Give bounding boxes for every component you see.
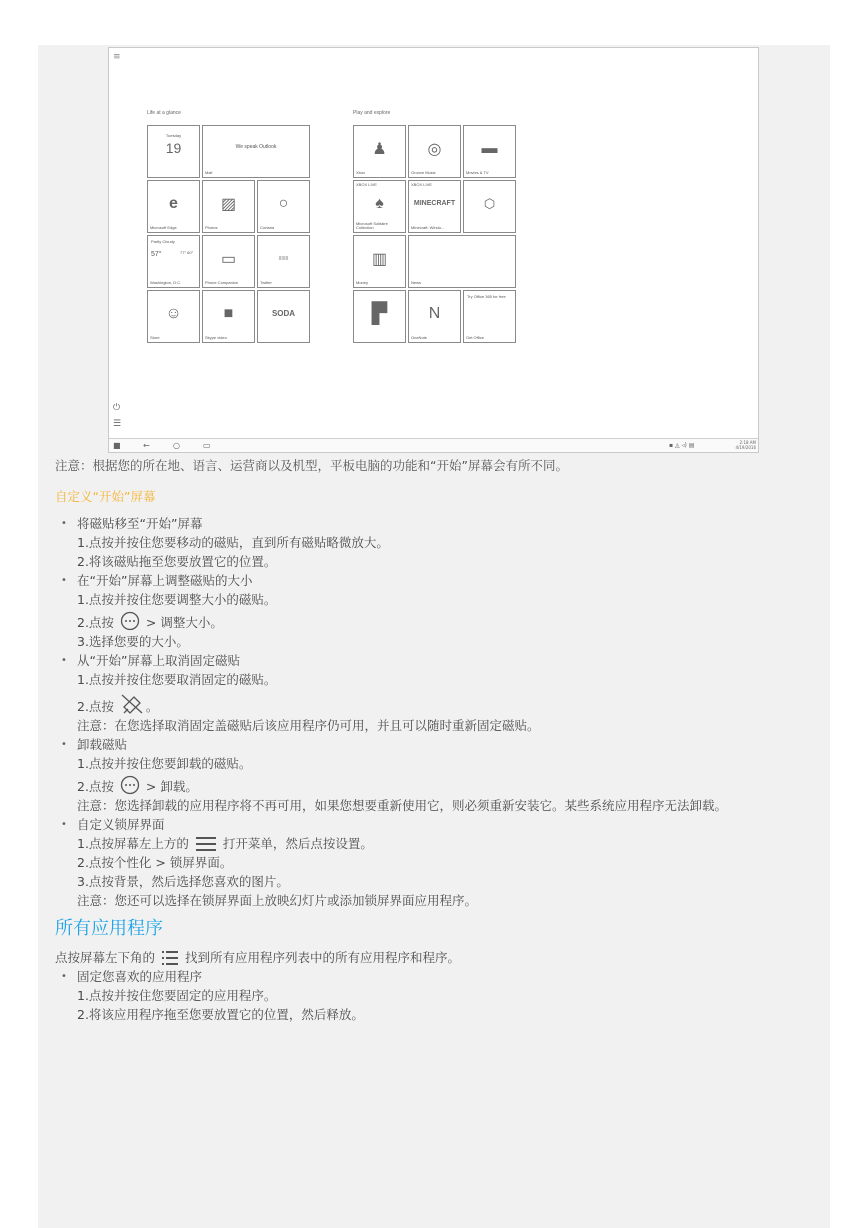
onenote-label: OneNote [411, 335, 428, 340]
onenote-tile [408, 290, 461, 343]
minecraft-label: Minecraft: Windo... [411, 225, 445, 230]
step-with-icon [55, 611, 815, 632]
mail-headline: We speak Outlook [235, 144, 277, 150]
step-with-icon [55, 693, 815, 716]
store-artwork-icon: ☺ [165, 304, 182, 322]
photos-icon: ▨ [220, 195, 237, 213]
instruction-list [55, 815, 815, 834]
bullet-text: 卸载磁贴 [77, 737, 128, 752]
phone-companion-icon: ▭ [220, 250, 237, 268]
get-office-tile [463, 290, 516, 343]
xbox-live-badge: XBOX LIVE [411, 182, 432, 187]
instruction-list [55, 514, 815, 533]
money-label: Money [356, 280, 369, 285]
xbox-label: Xbox [356, 170, 366, 175]
step: 1.点按并按住您要调整大小的磁贴。 [77, 592, 277, 607]
bullet-lock-screen [55, 815, 815, 834]
instruction-list [55, 571, 815, 590]
more-options-icon [120, 611, 140, 631]
weather-condition: Partly Cloudy [151, 239, 175, 244]
edge-icon: e [169, 194, 178, 212]
cortana-icon: ○ [278, 194, 289, 212]
windows-icon: ■ [113, 441, 121, 450]
photoshop-tile [463, 180, 516, 233]
bullet-unpin-tile [55, 651, 815, 670]
step-prefix: 2.点按 [77, 779, 114, 794]
edge-tile [147, 180, 200, 233]
document-body [55, 456, 815, 1024]
section-title-customize: 自定义“开始”屏幕 [55, 489, 156, 504]
onenote-icon: N [428, 304, 441, 322]
calendar-tile [147, 125, 200, 178]
step: 3.点按背景，然后选择您喜欢的图片。 [77, 874, 289, 889]
clapboard-icon: ▬ [481, 139, 498, 157]
step-prefix: 2.点按 [77, 615, 114, 630]
step: 1.点按并按住您要卸载的磁贴。 [77, 756, 252, 771]
bullet-text: 固定您喜欢的应用程序 [77, 969, 203, 984]
note: 注意：在您选择取消固定盖磁贴后该应用程序仍可用，并且可以随时重新固定磁贴。 [77, 718, 540, 733]
bullet-move-tile [55, 514, 815, 533]
groove-tile [408, 125, 461, 178]
more-options-icon [120, 775, 140, 795]
movies-label: Movies & TV [466, 170, 489, 175]
step-prefix: 1.点按屏幕左上方的 [77, 836, 189, 851]
minecraft-tile [408, 180, 461, 233]
step: 2.将该应用程序拖至您要放置它的位置，然后释放。 [77, 1007, 364, 1022]
calendar-date: 19 [165, 140, 182, 156]
clock-time: 2:18 AM [739, 440, 756, 445]
calendar-day: Tuesday [165, 133, 182, 138]
photos-label: Photos [205, 225, 218, 230]
bullet-text: 自定义锁屏界面 [77, 817, 165, 832]
xbox-tile [353, 125, 406, 178]
skype-tile [202, 290, 255, 343]
video-camera-icon: ■ [223, 304, 234, 322]
instruction-list [55, 967, 815, 986]
group-title-play: Play and explore [353, 110, 391, 116]
task-view-icon: ▭ [203, 441, 211, 450]
news-tile [408, 235, 516, 288]
step-prefix: 2.点按 [77, 699, 114, 714]
paragraph-suffix: 找到所有应用程序列表中的所有应用程序和程序。 [184, 950, 460, 965]
solitaire-label: Microsoft Solitaire Collection [356, 221, 388, 230]
tweet-text-icon: ≣≣≣ [278, 255, 289, 261]
phone-companion-label: Phone Companion [205, 280, 239, 285]
step: 3.选择您要的大小。 [77, 634, 189, 649]
step: 2.将该磁贴拖至您要放置它的位置。 [77, 554, 277, 569]
mail-label: Mail [205, 170, 213, 175]
step: 1.点按并按住您要固定的应用程序。 [77, 988, 277, 1003]
step-suffix: > 卸载。 [145, 779, 198, 794]
solitaire-tile [353, 180, 406, 233]
weather-temp: 57° [151, 251, 162, 258]
step-with-icon [55, 775, 815, 796]
photoshop-icon: ⬡ [483, 195, 496, 211]
twitter-tile [257, 235, 310, 288]
skype-label: Skype video [205, 335, 227, 340]
note-top: 注意：根据您的所在地、语言、运营商以及机型，平板电脑的功能和“开始”屏幕会有所不同。 [55, 458, 568, 473]
twitter-label: Twitter [260, 280, 272, 285]
heading-all-apps: 所有应用程序 [55, 918, 163, 939]
groove-label: Groove Music [411, 170, 436, 175]
cortana-circle-icon: ○ [173, 441, 180, 450]
hamburger-menu-icon: ≡ [113, 52, 121, 62]
note: 注意：您选择卸载的应用程序将不再可用，如果您想要重新使用它，则必须重新安装它。某些系统应用程序无法卸载。 [77, 798, 728, 813]
cortana-tile [257, 180, 310, 233]
all-apps-paragraph [55, 948, 815, 967]
photos-tile [202, 180, 255, 233]
office-offer: Try Office 365 for free [467, 294, 506, 299]
cards-icon: ♠ [375, 194, 384, 212]
groove-icon: ◎ [427, 140, 442, 158]
step-suffix: > 调整大小。 [145, 615, 223, 630]
paragraph-prefix: 点按屏幕左下角的 [55, 950, 156, 965]
money-tile [353, 235, 406, 288]
instruction-list [55, 651, 815, 670]
flipboard-icon: ▛ [371, 303, 388, 325]
bullet-uninstall-tile [55, 735, 815, 754]
flipboard-tile [353, 290, 406, 343]
bullet-resize-tile [55, 571, 815, 590]
bullet-pin-app [55, 967, 815, 986]
news-label: News [411, 280, 422, 285]
step-with-icon [55, 834, 815, 853]
instruction-list [55, 735, 815, 754]
xbox-live-badge: XBOX LIVE [356, 182, 377, 187]
store-tile [147, 290, 200, 343]
back-icon: ← [143, 441, 150, 450]
chart-icon: ▥ [371, 250, 388, 268]
step: 2.点按个性化 > 锁屏界面。 [77, 855, 233, 870]
store-label: Store [150, 335, 160, 340]
all-apps-icon: ☰ [113, 419, 122, 429]
soda-tile [257, 290, 310, 343]
step-suffix: 。 [145, 699, 159, 714]
step: 1.点按并按住您要移动的磁贴，直到所有磁贴略微放大。 [77, 535, 389, 550]
bullet-text: 从“开始”屏幕上取消固定磁贴 [77, 653, 240, 668]
phone-companion-tile [202, 235, 255, 288]
xbox-artwork-icon: ♟ [372, 140, 387, 158]
all-apps-list-icon [161, 950, 179, 966]
step: 1.点按并按住您要取消固定的磁贴。 [77, 672, 277, 687]
tray-icons: ▪ ◬ ◃) ▤ [669, 442, 695, 449]
unpin-icon [120, 693, 144, 715]
power-icon: ⏻ [113, 403, 121, 413]
get-office-label: Get Office [466, 335, 484, 340]
hamburger-icon [195, 836, 217, 852]
mail-tile [202, 125, 310, 178]
clock-date: 4/19/2016 [735, 445, 756, 450]
bullet-text: 在“开始”屏幕上调整磁贴的大小 [77, 573, 253, 588]
taskbar-clock [735, 440, 756, 450]
weather-hi-lo: 77° 60° [180, 250, 194, 255]
group-title-life: Life at a glance [147, 110, 181, 116]
movies-tile [463, 125, 516, 178]
minecraft-logo-icon: MINECRAFT [413, 200, 456, 207]
edge-label: Microsoft Edge [150, 225, 177, 230]
note: 注意：您还可以选择在锁屏界面上放映幻灯片或添加锁屏界面应用程序。 [77, 893, 478, 908]
weather-tile [147, 235, 200, 288]
step-suffix: 打开菜单，然后点按设置。 [222, 836, 373, 851]
bullet-text: 将磁贴移至“开始”屏幕 [77, 516, 203, 531]
taskbar [109, 438, 758, 452]
cortana-label: Cortana [260, 225, 275, 230]
weather-city: Washington, D.C. [150, 280, 182, 285]
start-screen-screenshot [108, 47, 759, 453]
soda-artwork-icon: SODA [271, 309, 296, 318]
